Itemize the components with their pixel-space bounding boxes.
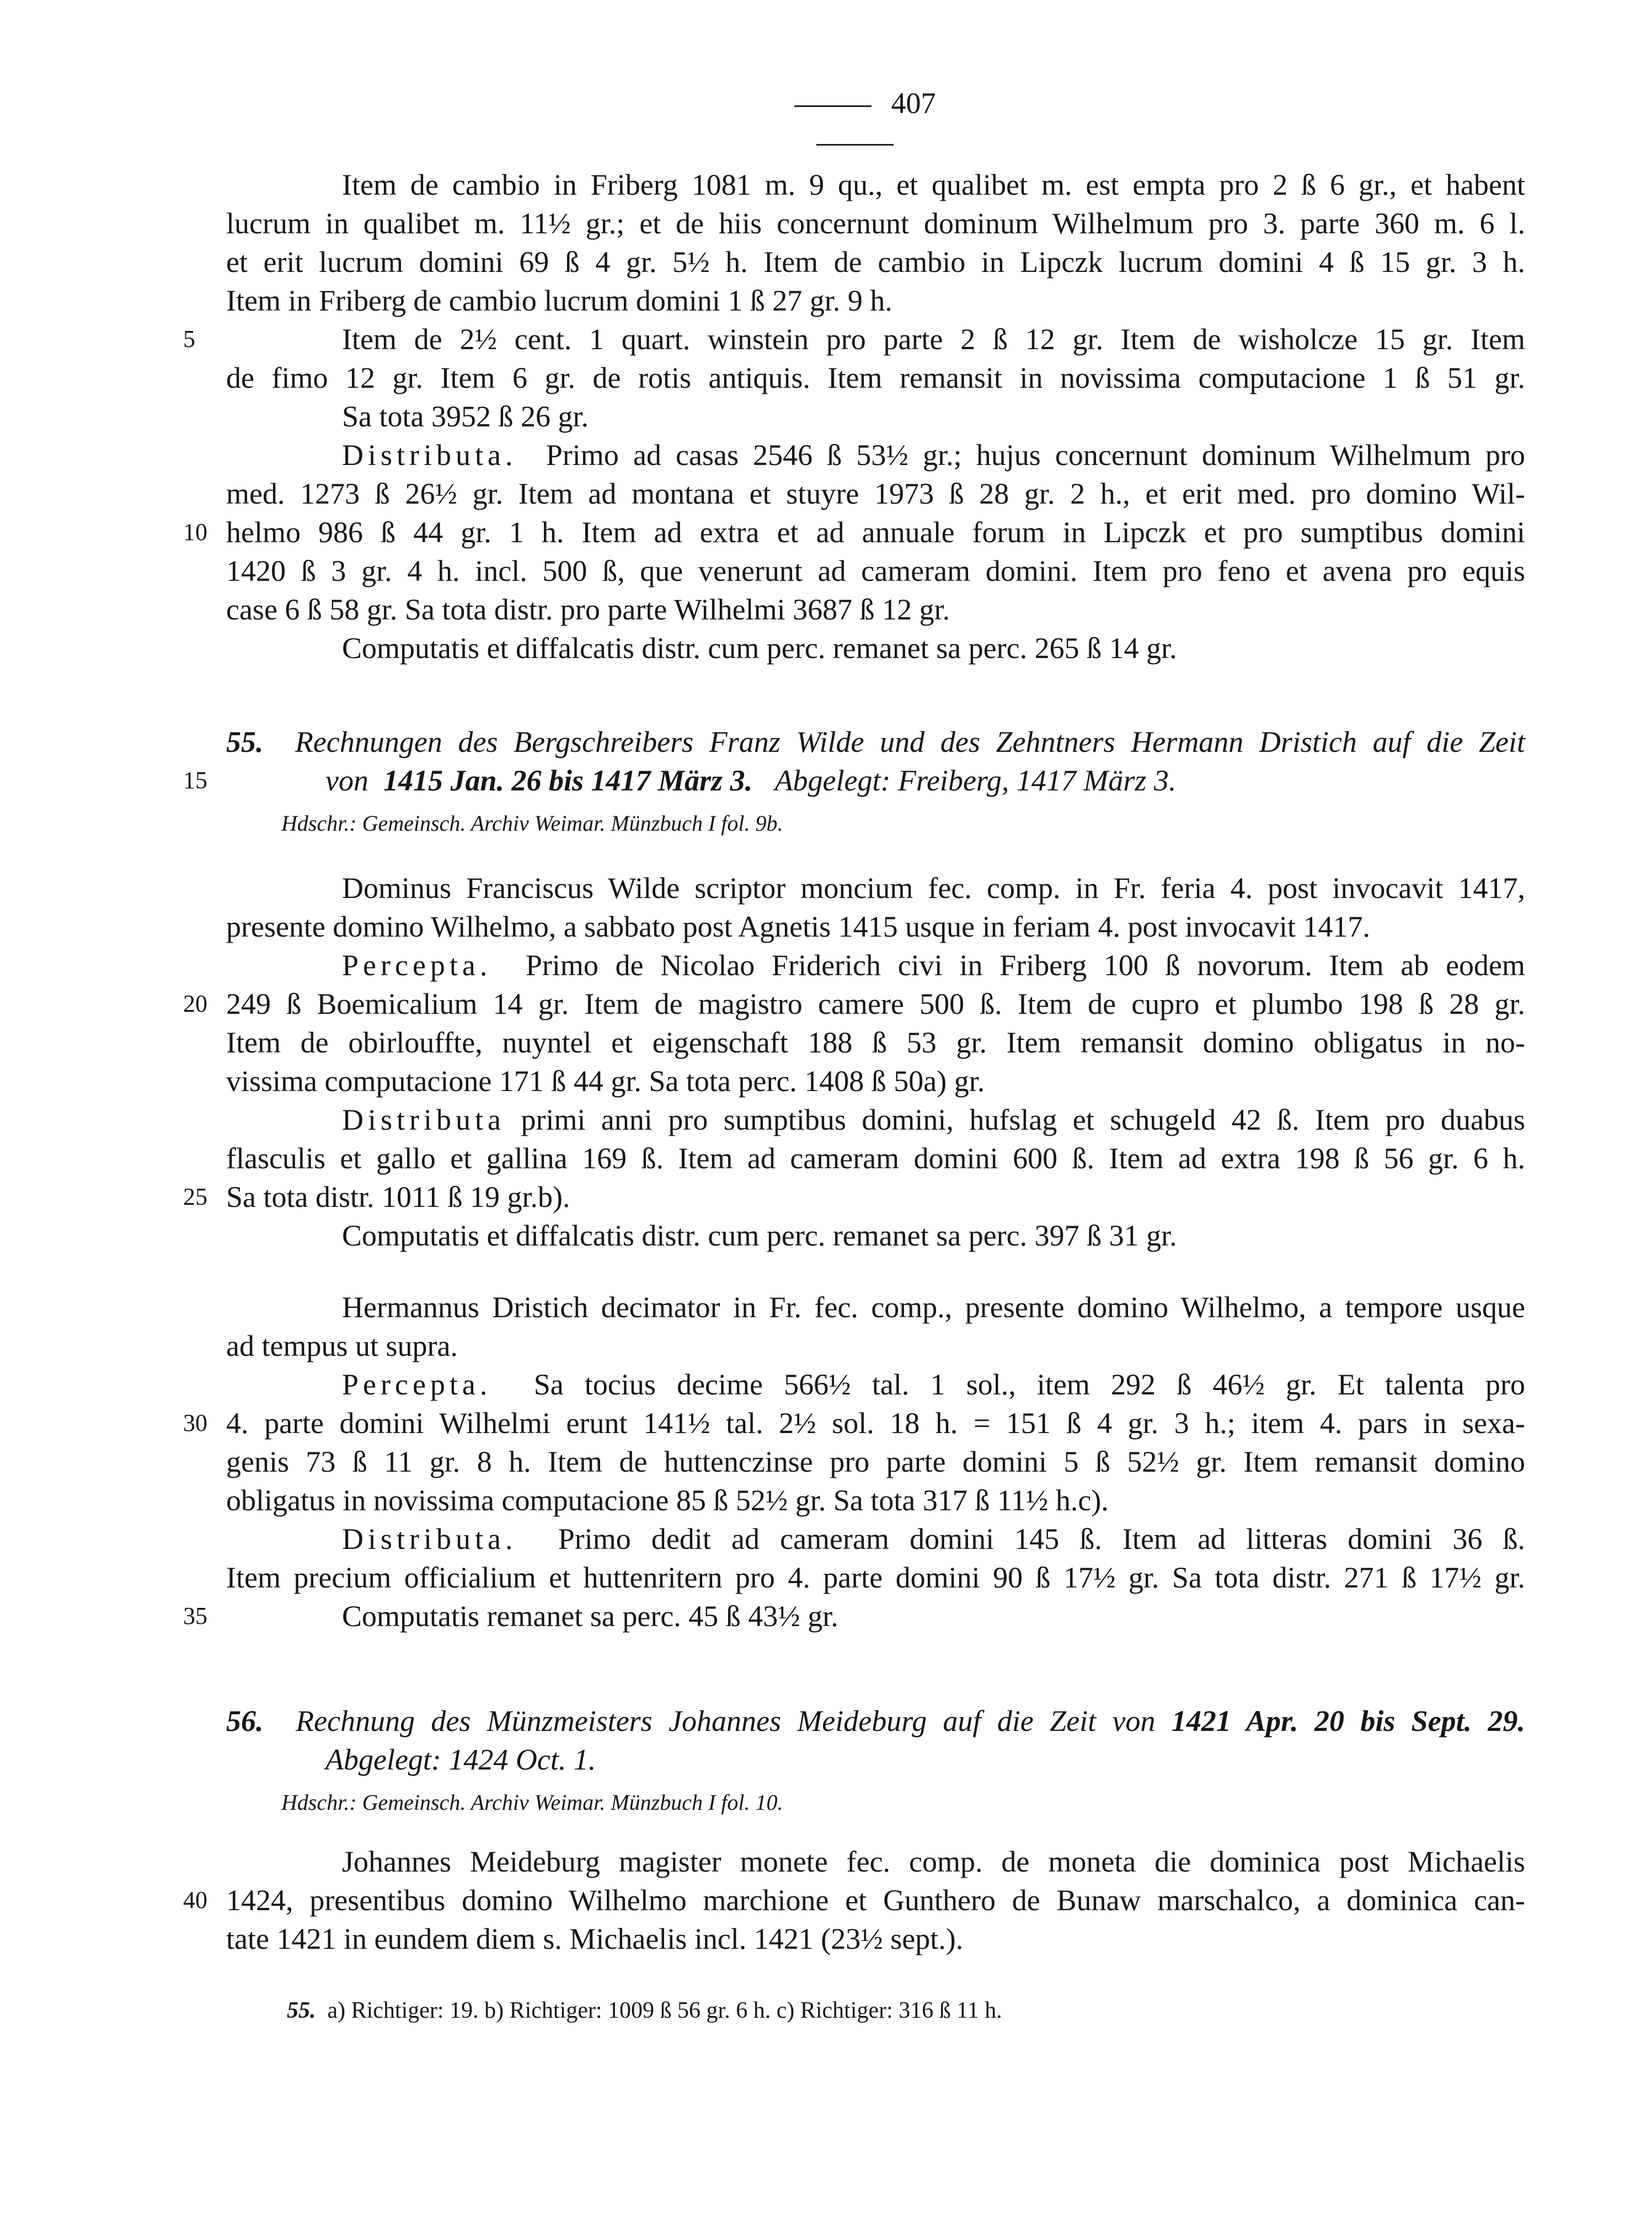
line-number: 20: [183, 990, 207, 1017]
header-rule-right: [816, 144, 894, 146]
text-line: Item de cambio in Friberg 1081 m. 9 qu., et qualibet m. est empta pro 2 ß 6 gr., et habent: [342, 168, 1525, 201]
text-line: [342, 1100, 1525, 1139]
title-abgelegt: Abgelegt: Freiberg, 1417 März 3.: [774, 764, 1177, 797]
text-line: helmo 986 ß 44 gr. 1 h. Item ad extra et ad annuale forum in Lipczk et pro sumptibus domini: [226, 516, 1525, 549]
text-line: Computatis remanet sa perc. 45 ß 43½ gr.: [342, 1600, 838, 1633]
text-run: Primo dedit ad cameram domini 145 ß. Item ad litteras domini 36 ß.: [558, 1522, 1525, 1556]
entry-title: Rechnungen des Bergschreibers Franz Wilde und des Zehntners Hermann Dristich auf die Zeit: [295, 725, 1526, 758]
text-run: primi anni pro sumptibus domini, hufslag et schugeld 42 ß. Item pro duabus: [521, 1103, 1525, 1136]
footnote-text: a) Richtiger: 19. b) Richtiger: 1009 ß 56 gr. 6 h. c) Richtiger: 316 ß 11 h.: [327, 1998, 1002, 2023]
footnote: [287, 1994, 1002, 2027]
text-line: [342, 436, 1525, 474]
text-line: [342, 946, 1525, 985]
text-line: tate 1421 in eundem diem s. Michaelis incl. 1421 (23½ sept.).: [226, 1922, 964, 1955]
line-number: 25: [183, 1183, 207, 1210]
text-run: Primo ad casas 2546 ß 53½ gr.; hujus concernunt dominum Wilhelmum pro: [546, 439, 1526, 472]
text-line: 1424, presentibus domino Wilhelmo marchione et Gunthero de Bunaw marschalco, a dominica can-: [226, 1884, 1525, 1917]
text-line: Hermannus Dristich decimator in Fr. fec. comp., presente domino Wilhelmo, a tempore usque: [342, 1291, 1525, 1324]
line-number: 40: [183, 1886, 207, 1913]
text-line: Item de 2½ cent. 1 quart. winstein pro parte 2 ß 12 gr. Item de wisholcze 15 gr. Item: [342, 323, 1525, 356]
text-line: [342, 1520, 1525, 1558]
text-line: case 6 ß 58 gr. Sa tota distr. pro parte Wilhelmi 3687 ß 12 gr.: [226, 593, 950, 626]
title-date: 1415 Jan. 26 bis 1417 März 3.: [383, 764, 753, 797]
text-line: Computatis et diffalcatis distr. cum perc. remanet sa perc. 397 ß 31 gr.: [342, 1219, 1177, 1252]
text-line: Computatis et diffalcatis distr. cum perc. remanet sa perc. 265 ß 14 gr.: [342, 632, 1177, 665]
text-line: ad tempus ut supra.: [226, 1329, 458, 1362]
entry-55-title-line-1: [226, 723, 1525, 761]
text-line: flasculis et gallo et gallina 169 ß. Item ad cameram domini 600 ß. Item ad extra 198 ß 56 gr. 6 h.: [226, 1142, 1525, 1175]
page-number: 407: [891, 87, 936, 120]
text-line: 249 ß Boemicalium 14 gr. Item de magistro camere 500 ß. Item de cupro et plumbo 198 ß 28 gr.: [226, 987, 1525, 1020]
entry-55-title-line-2: [325, 761, 1525, 800]
line-number: 35: [183, 1602, 207, 1629]
text-line: genis 73 ß 11 gr. 8 h. Item de huttenczinse pro parte domini 5 ß 52½ gr. Item remansit domino: [226, 1445, 1525, 1478]
text-line: obligatus in novissima computacione 85 ß 52½ gr. Sa tota 317 ß 11½ h.c).: [226, 1484, 1109, 1517]
line-number: 30: [183, 1409, 207, 1436]
footnote-ref: 55.: [287, 1998, 316, 2023]
label-distributa: Distributa.: [342, 1522, 517, 1556]
text-line: Johannes Meideburg magister monete fec. comp. de moneta die dominica post Michaelis: [342, 1845, 1525, 1878]
entry-number: 56.: [226, 1704, 264, 1738]
label-distributa: Distributa: [342, 1103, 505, 1136]
text-run: Sa tocius decime 566½ tal. 1 sol., item 292 ß 46½ gr. Et talenta pro: [533, 1368, 1525, 1401]
text-line: [342, 1365, 1525, 1404]
text-line: 1420 ß 3 gr. 4 h. incl. 500 ß, que venerunt ad cameram domini. Item pro feno et avena pro equis: [226, 554, 1525, 587]
text-line: lucrum in qualibet m. 11½ gr.; et de hiis concernunt dominum Wilhelmum pro 3. parte 360 m. 6 l.: [226, 207, 1525, 240]
entry-number: 55.: [226, 725, 264, 758]
source-note: Hdschr.: Gemeinsch. Archiv Weimar. Münzbuch I fol. 9b.: [281, 811, 783, 836]
text-line: vissima computacione 171 ß 44 gr. Sa tota perc. 1408 ß 50a) gr.: [226, 1065, 985, 1098]
text-line: presente domino Wilhelmo, a sabbato post Agnetis 1415 usque in feriam 4. post invocavit 1417.: [226, 910, 1371, 943]
line-number: 10: [183, 519, 207, 546]
title-date: 1421 Apr. 20 bis Sept. 29.: [1171, 1704, 1526, 1738]
source-note: Hdschr.: Gemeinsch. Archiv Weimar. Münzbuch I fol. 10.: [281, 1790, 783, 1815]
page-header: [717, 84, 993, 161]
text-line: Sa tota 3952 ß 26 gr.: [342, 400, 589, 433]
text-line: med. 1273 ß 26½ gr. Item ad montana et stuyre 1973 ß 28 gr. 2 h., et erit med. pro domino Wil-: [226, 477, 1525, 510]
label-distributa: Distributa.: [342, 439, 517, 472]
label-percepta: Percepta.: [342, 949, 492, 982]
label-percepta: Percepta.: [342, 1368, 492, 1401]
text-line: 4. parte domini Wilhelmi erunt 141½ tal. 2½ sol. 18 h. = 151 ß 4 gr. 3 h.; item 4. pars in sexa-: [226, 1407, 1525, 1440]
title-von: von: [325, 764, 368, 797]
text-line: de fimo 12 gr. Item 6 gr. de rotis antiquis. Item remansit in novissima computacione 1 ß 51 gr.: [226, 361, 1525, 394]
line-number: 5: [183, 325, 195, 352]
text-line: Item precium officialium et huttenritern pro 4. parte domini 90 ß 17½ gr. Sa tota distr. 271 ß 17½ gr.: [226, 1561, 1525, 1594]
line-number: 15: [183, 767, 207, 794]
text-line: Sa tota distr. 1011 ß 19 gr.b).: [226, 1180, 570, 1214]
text-run: Primo de Nicolao Friderich civi in Friberg 100 ß novorum. Item ab eodem: [525, 949, 1526, 982]
text-line: Dominus Franciscus Wilde scriptor moncium fec. comp. in Fr. feria 4. post invocavit 1417,: [342, 872, 1525, 905]
header-rule-left: [794, 105, 872, 107]
text-line: et erit lucrum domini 69 ß 4 gr. 5½ h. Item de cambio in Lipczk lucrum domini 4 ß 15 gr. 3 h.: [226, 245, 1525, 279]
entry-title: Rechnung des Münzmeisters Johannes Meideburg auf die Zeit von: [296, 1704, 1156, 1738]
entry-56-title-line-2: Abgelegt: 1424 Oct. 1.: [325, 1743, 596, 1776]
text-line: Item de obirlouffte, nuyntel et eigenschaft 188 ß 53 gr. Item remansit domino obligatus in no-: [226, 1026, 1525, 1059]
text-line: Item in Friberg de cambio lucrum domini 1 ß 27 gr. 9 h.: [226, 284, 892, 317]
entry-56-title-line-1: [226, 1702, 1525, 1740]
